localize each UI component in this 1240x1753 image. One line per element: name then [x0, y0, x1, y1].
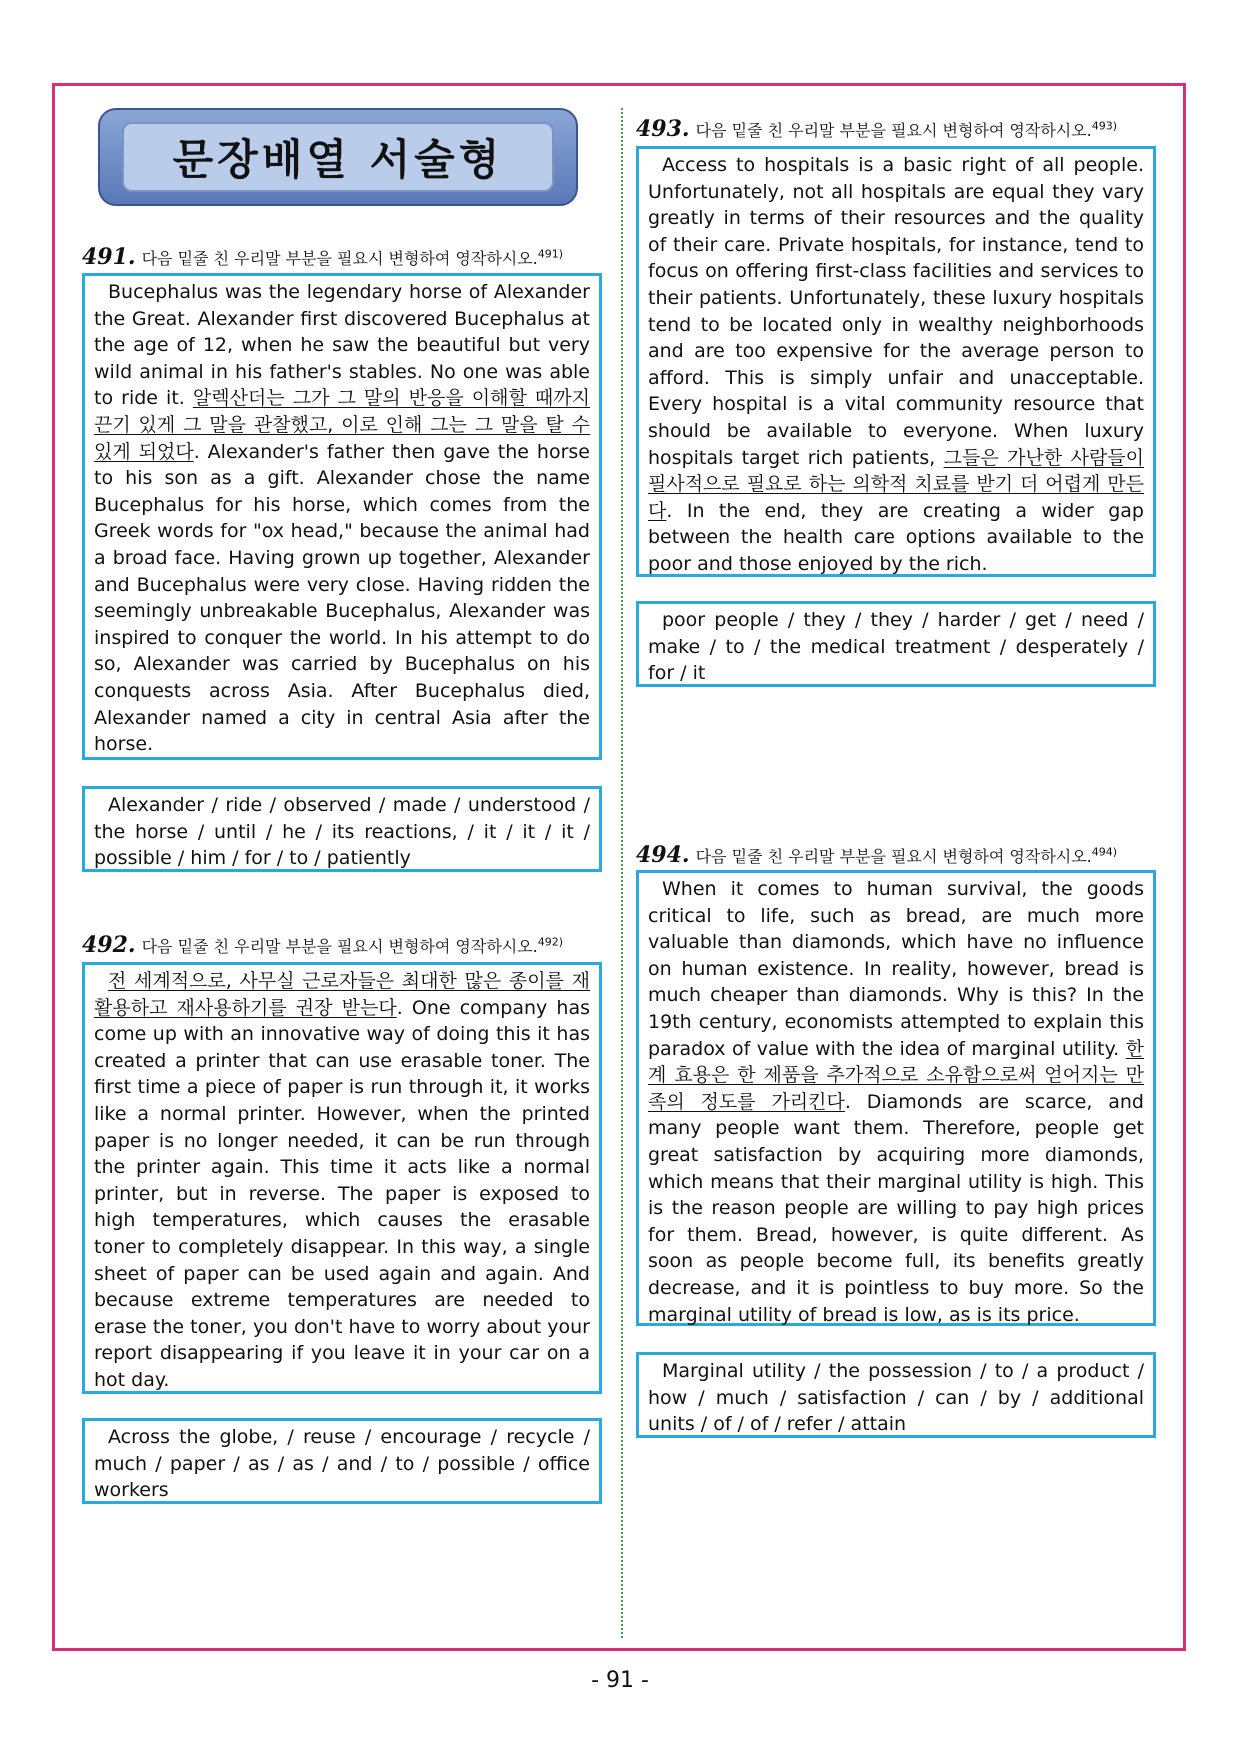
passage-text: . Diamonds are scarce, and many people want them. Therefore, people get great satisfaction by acquiring more diamonds, which means that their marginal utility is high. This is the reason people are willing to pay high prices for them. Bread, however, is quite different. As soon as people become full, its benefits greatly decrease, and it is pointless to buy more. So the marginal utility of bread is low, as is its price.: [648, 1090, 1144, 1326]
underlined-korean: 전 세계적으로, 사무실 근로자들은 최대한 많은 종이를 재활용하고 재사용하기를 권장 받는다: [94, 970, 590, 1019]
question-491-word-bank: [82, 786, 602, 872]
word-bank-text: Marginal utility / the possession / to / a product / how / much / satisfaction / can / by / additional units / of / of / refer / attain: [648, 1360, 1144, 1436]
underlined-korean: 그들은 가난한 사람들이 필사적으로 필요로 하는 의학적 치료를 받기 더 어렵게 만든다: [648, 446, 1145, 522]
passage-text: Bucephalus was the legendary horse of Alexander the Great. Alexander first discovered Bucephalus at the age of 12, when he saw the beautiful but very wild animal in his father's stables. No one was able to ride it.: [94, 281, 590, 410]
question-number: 494.: [636, 842, 690, 868]
passage-text: When it comes to human survival, the goods critical to life, such as bread, are much more valuable than diamonds, which have no influence on human existence. In reality, however, bread is much cheaper than diamonds. Why is this? In the 19th century, economists attempted to explain this paradox of value with the idea of marginal utility.: [648, 878, 1144, 1060]
question-494-header: [636, 842, 1117, 868]
footnote-ref: 494): [1091, 845, 1118, 859]
question-491-passage: [82, 273, 602, 760]
passage-text: Access to hospitals is a basic right of all people. Unfortunately, not all hospitals are equal they vary greatly in terms of their resources and the quality of their care. Private hospitals, for instance, tend to focus on offering first-class facilities and services to their patients. Unfortunately, these luxury hospitals tend to be located only in wealthy neighborhoods and are too expensive for the average person to afford. This is simply unfair and unacceptable. Every hospital is a vital community resource that should be available to everyone. When luxury hospitals target rich patients,: [648, 154, 1144, 469]
word-bank-text: poor people / they / they / harder / get / need / make / to / the medical treatment / desperately / for / it: [648, 609, 1144, 685]
column-divider: [621, 108, 623, 1638]
question-493-passage: [636, 146, 1156, 577]
question-instruction: 다음 밑줄 친 우리말 부분을 필요시 변형하여 영작하시오.: [141, 249, 538, 268]
question-494-passage: [636, 870, 1156, 1326]
question-494-word-bank: [636, 1352, 1156, 1438]
question-493-header: [636, 116, 1117, 142]
underlined-korean: 알렉산더는 그가 그 말의 반응을 이해할 때까지 끈기 있게 그 말을 관찰했고, 이로 인해 그는 그 말을 탈 수 있게 되었다: [94, 387, 590, 463]
page-title: 문장배열 서술형: [172, 135, 504, 184]
passage-text: . One company has come up with an innovative way of doing this it has created a printer that can use erasable toner. The first time a piece of paper is run through it, it works like a normal printer. However, when the printed paper is no longer needed, it can be run through the printer again. This time it acts like a normal printer, but in reverse. The paper is exposed to high temperatures, which causes the erasable toner to completely disappear. In this way, a single sheet of paper can be used again and again. And because extreme temperatures are needed to erase the toner, you don't have to worry about your report disappearing if you leave it in your car on a hot day.: [94, 996, 590, 1391]
question-instruction: 다음 밑줄 친 우리말 부분을 필요시 변형하여 영작하시오.: [141, 937, 538, 956]
title-plate: [122, 122, 554, 192]
question-492-header: [82, 932, 563, 958]
word-bank-text: Across the globe, / reuse / encourage / recycle / much / paper / as / as / and / to / possible / office workers: [94, 1426, 590, 1502]
question-instruction: 다음 밑줄 친 우리말 부분을 필요시 변형하여 영작하시오.: [695, 847, 1092, 866]
underlined-korean: 한계 효용은 한 제품을 추가적으로 소유함으로써 얻어지는 만족의 정도를 가리킨다: [648, 1037, 1144, 1113]
question-number: 492.: [82, 932, 136, 958]
question-493-word-bank: [636, 601, 1156, 687]
footnote-ref: 492): [537, 935, 564, 949]
question-491-header: [82, 244, 563, 270]
question-492-passage: [82, 962, 602, 1394]
passage-text: . Alexander's father then gave the horse to his son as a gift. Alexander chose the name Bucephalus for his horse, which comes from the Greek words for "ox head," because the animal had a broad face. Having grown up together, Alexander and Bucephalus were very close. Having ridden the seemingly unbreakable Bucephalus, Alexander was inspired to conquer the world. In his attempt to do so, Alexander was carried by Bucephalus on his conquests across Asia. After Bucephalus died, Alexander named a city in central Asia after the horse.: [94, 440, 590, 756]
footnote-ref: 491): [537, 247, 564, 261]
footnote-ref: 493): [1091, 119, 1118, 133]
question-492-word-bank: [82, 1418, 602, 1504]
question-number: 493.: [636, 116, 690, 142]
question-instruction: 다음 밑줄 친 우리말 부분을 필요시 변형하여 영작하시오.: [695, 121, 1092, 140]
page-number: - 91 -: [591, 1668, 649, 1693]
passage-text: . In the end, they are creating a wider gap between the health care options available to the poor and those enjoyed by the rich.: [648, 499, 1144, 575]
question-number: 491.: [82, 244, 136, 270]
word-bank-text: Alexander / ride / observed / made / understood / the horse / until / he / its reactions, / it / it / it / possible / him / for / to / patiently: [94, 794, 590, 870]
